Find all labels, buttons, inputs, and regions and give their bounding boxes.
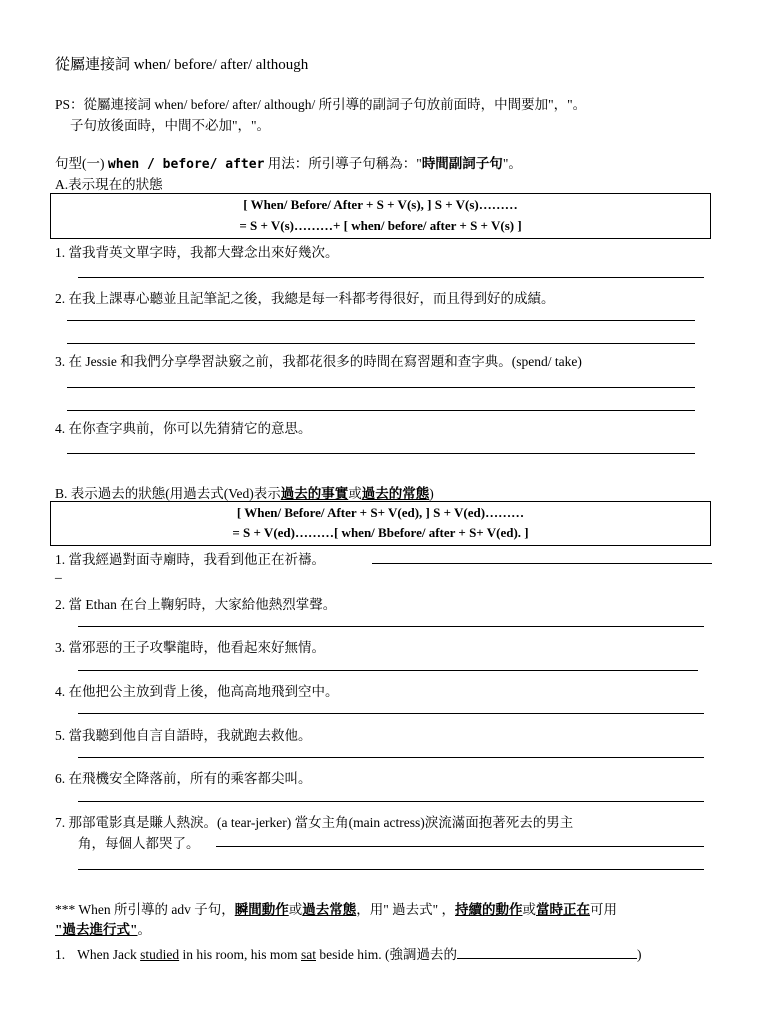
answer-line[interactable] [67,387,695,388]
pattern-prefix: 句型(一) [55,156,108,171]
section-a-formula-2: = S + V(s)………+ [ when/ before/ after + S + V(s) ] [239,218,522,233]
section-b-heading-suffix: ) [429,486,434,501]
section-b-heading-prefix: B. 表示過去的狀態(用過去式(Ved)表示 [55,486,281,501]
answer-line[interactable] [78,626,704,627]
answer-line[interactable] [67,453,695,454]
note-end: 可用 [590,902,618,917]
answer-line[interactable] [78,869,704,870]
answer-line[interactable] [78,670,698,671]
answer-line[interactable] [78,757,704,758]
a-item-4: 4. 在你查字典前，你可以先猜猜它的意思。 [55,421,312,436]
example-num: 1. [55,947,66,962]
pattern-heading [55,152,522,172]
example-part-1: When Jack [77,947,141,962]
answer-line[interactable] [78,801,704,802]
pattern-middle: 用法：所引導子句稱為：" [264,156,422,171]
answer-line[interactable] [67,410,695,411]
section-b-formula-1: [ When/ Before/ After + S+ V(ed), ] S + V(ed)……… [236,505,525,520]
section-b-formula-2: = S + V(ed)………[ when/ Bbefore/ after + S+ V(ed). ] [232,525,529,540]
section-b-term-2: 過去的常態 [361,486,430,501]
answer-line[interactable] [372,563,712,564]
example-verb-1: studied [140,947,180,962]
example-sentence [55,943,642,963]
b-item-6: 6. 在飛機安全降落前，所有的乘客都尖叫。 [55,771,312,786]
b-item-7-cont: 角，每個人都哭了。 [78,836,200,851]
section-a-heading: A.表示現在的狀態 [55,177,163,192]
example-close: ) [637,947,642,962]
b-item-7: 7. 那部電影真是賺人熱淚。(a tear-jerker) 當女主角(main actress)淚流滿面抱著死去的男主 [55,815,574,830]
pattern-conjunctions: when / before/ after [107,157,265,172]
a-item-3: 3. 在 Jessie 和我們分享學習訣竅之前，我都花很多的時間在寫習題和查字典。(spend/ take) [55,354,582,369]
answer-line[interactable] [78,713,704,714]
answer-line[interactable] [78,277,704,278]
note-term-3: 持續的動作 [455,902,523,917]
answer-line[interactable] [67,320,695,321]
worksheet-title: 從屬連接詞 when/ before/ after/ although [55,57,309,73]
tense-note-line2 [55,918,151,938]
section-b-heading [55,482,434,502]
section-a-formula-box [50,193,711,239]
section-b-formula-box [50,501,711,546]
example-verb-2: sat [301,947,316,962]
tense-note-line1 [55,898,617,918]
answer-line[interactable] [216,846,704,847]
note-stars: *** When 所引導的 adv 子句， [55,902,235,917]
pattern-term: 時間副詞子句 [421,156,503,171]
b-item-4: 4. 在他把公主放到背上後，他高高地飛到空中。 [55,684,339,699]
note-line2-end: 。 [137,922,151,937]
b-item-3: 3. 當邪惡的王子攻擊龍時，他看起來好無情。 [55,640,325,655]
b-item-1: 1. 當我經過對面寺廟時，我看到他正在祈禱。 [55,552,325,567]
section-a-formula-1: [ When/ Before/ After + S + V(s), ] S + V(s)……… [243,197,518,212]
example-part-2: in his room, his mom [179,947,301,962]
note-term-2: 過去常態 [302,902,357,917]
note-or-2: 或 [522,902,537,917]
ps-note-line2: 子句放後面時，中間不必加"，"。 [70,118,271,133]
section-b-term-1: 過去的事實 [280,486,349,501]
note-term-4: 當時正在 [536,902,591,917]
note-line2-term: "過去進行式" [55,922,138,937]
section-b-heading-mid: 或 [348,486,362,501]
b-item-2: 2. 當 Ethan 在台上鞠躬時，大家給他熱烈掌聲。 [55,597,337,612]
example-part-3: beside him. (強調過去的 [316,947,457,962]
ps-note-line1: PS：從屬連接詞 when/ before/ after/ although/ 所引導的副詞子句放前面時，中間要加"，"。 [55,97,587,112]
note-or-1: 或 [288,902,303,917]
a-item-1: 1. 當我背英文單字時，我都大聲念出來好幾次。 [55,245,339,260]
pattern-suffix: "。 [502,156,522,171]
example-answer-blank[interactable] [457,946,637,959]
b-item-1-dash: _ [55,565,62,580]
a-item-2: 2. 在我上課專心聽並且記筆記之後，我總是每一科都考得很好，而且得到好的成績。 [55,291,555,306]
note-mid: ，用" 過去式" ， [356,902,456,917]
answer-line[interactable] [67,343,695,344]
note-term-1: 瞬間動作 [234,902,289,917]
b-item-5: 5. 當我聽到他自言自語時，我就跑去救他。 [55,728,312,743]
